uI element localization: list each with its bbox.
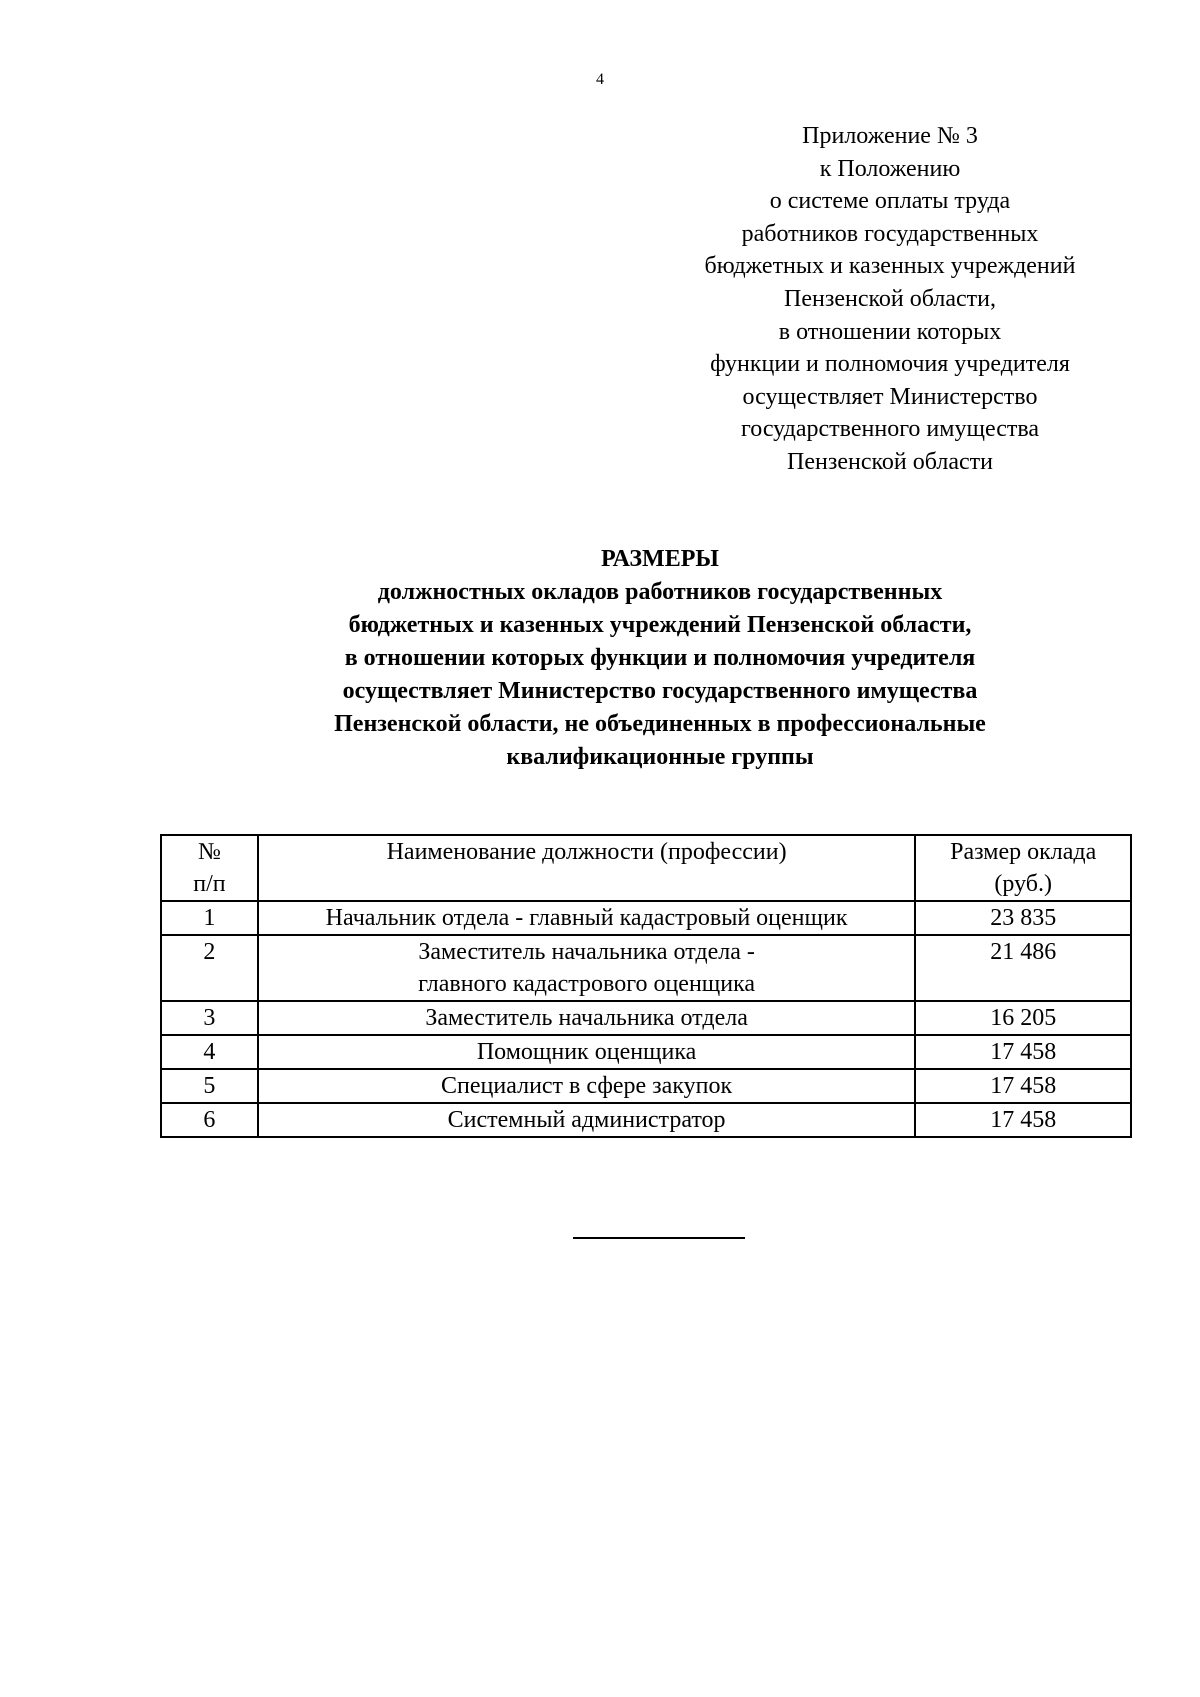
appendix-line: Пензенской области, [784, 285, 996, 312]
row-number: 5 [161, 1069, 258, 1103]
title-main: РАЗМЕРЫ [601, 546, 719, 572]
row-salary: 17 458 [915, 1103, 1131, 1137]
appendix-header [590, 120, 1190, 479]
row-salary: 23 835 [915, 901, 1131, 935]
row-number: 6 [161, 1103, 258, 1137]
header-salary: Размер оклада (руб.) [915, 835, 1131, 901]
appendix-line: в отношении которых [778, 318, 1002, 345]
row-number: 3 [161, 1001, 258, 1035]
header-position: Наименование должности (профессии) [258, 835, 916, 901]
subtitle-line: осуществляет Министерство государственного имущества [342, 678, 978, 704]
subtitle-line: Пензенской области, не объединенных в профессиональные [334, 711, 986, 737]
subtitle-line: бюджетных и казенных учреждений Пензенской области, [348, 612, 972, 638]
row-number: 2 [161, 935, 258, 1001]
page-number: 4 [596, 71, 604, 88]
row-number: 1 [161, 901, 258, 935]
table-row [161, 1069, 1131, 1103]
appendix-line: бюджетных и казенных учреждений [704, 253, 1076, 280]
subtitle-line: квалификационные группы [506, 744, 814, 770]
table-row [161, 1035, 1131, 1069]
appendix-line: работников государственных [741, 220, 1039, 247]
appendix-line: о системе оплаты труда [769, 188, 1011, 215]
appendix-line: Пензенской области [787, 448, 993, 475]
row-position: Специалист в сфере закупок [258, 1069, 916, 1103]
appendix-line: к Положению [819, 155, 961, 182]
appendix-line: функции и полномочия учредителя [710, 351, 1070, 378]
row-position: Помощник оценщика [258, 1035, 916, 1069]
table-header-row [161, 835, 1131, 901]
row-position: Заместитель начальника отдела - главного кадастрового оценщика [258, 935, 916, 1001]
table-row [161, 935, 1131, 1001]
appendix-line: государственного имущества [740, 416, 1040, 443]
row-position: Системный администратор [258, 1103, 916, 1137]
salary-table [160, 834, 1132, 1138]
subtitle-line: в отношении которых функции и полномочия учредителя [344, 645, 976, 671]
row-salary: 17 458 [915, 1035, 1131, 1069]
row-salary: 16 205 [915, 1001, 1131, 1035]
appendix-line: Приложение № 3 [802, 123, 978, 149]
row-number: 4 [161, 1035, 258, 1069]
row-position: Начальник отдела - главный кадастровый оценщик [258, 901, 916, 935]
table-row [161, 901, 1131, 935]
document-title [0, 543, 1200, 774]
table-row [161, 1103, 1131, 1137]
row-salary: 21 486 [915, 935, 1131, 1001]
subtitle-line: должностных окладов работников государственных [377, 579, 943, 605]
row-salary: 17 458 [915, 1069, 1131, 1103]
appendix-line: осуществляет Министерство [742, 383, 1038, 410]
row-position: Заместитель начальника отдела [258, 1001, 916, 1035]
header-number: № п/п [161, 835, 258, 901]
table-row [161, 1001, 1131, 1035]
end-divider [573, 1237, 745, 1239]
